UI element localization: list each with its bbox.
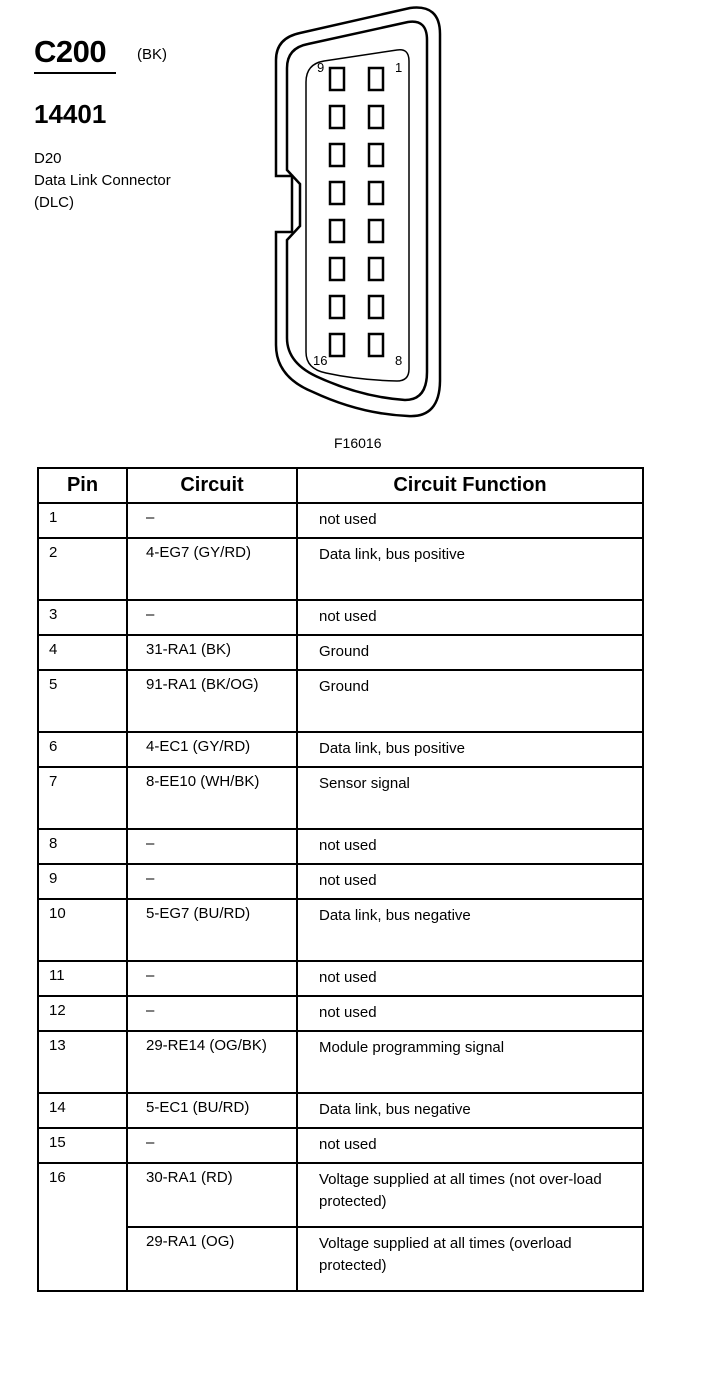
description-line-2: Data Link Connector [34, 172, 171, 189]
function-cell: not used [297, 961, 643, 996]
pin-cell: 16 [38, 1163, 127, 1291]
circuit-cell: – [127, 600, 297, 635]
pin-label-9: 9 [317, 60, 325, 75]
pin-sockets [330, 68, 383, 356]
circuit-cell: 4-EG7 (GY/RD) [127, 538, 297, 600]
function-cell: Voltage supplied at all times (overload protected) [297, 1227, 643, 1291]
function-cell: Voltage supplied at all times (not over-load protected) [297, 1163, 643, 1227]
pin-cell: 13 [38, 1031, 127, 1093]
figure-label: F16016 [334, 435, 382, 451]
circuit-cell: 8-EE10 (WH/BK) [127, 767, 297, 829]
description-line-1: D20 [34, 150, 62, 167]
function-cell: Data link, bus negative [297, 899, 643, 961]
circuit-cell: – [127, 829, 297, 864]
pin-socket [369, 144, 383, 166]
function-cell: not used [297, 600, 643, 635]
pin-label-8: 8 [395, 353, 403, 368]
pin-cell: 12 [38, 996, 127, 1031]
table-row [38, 767, 643, 829]
dlc-connector-diagram [268, 0, 448, 430]
pin-socket [330, 144, 344, 166]
function-cell: not used [297, 1128, 643, 1163]
table-row [38, 600, 643, 635]
function-cell: not used [297, 829, 643, 864]
circuit-cell: – [127, 503, 297, 538]
pin-cell: 15 [38, 1128, 127, 1163]
table-row [38, 1128, 643, 1163]
pin-cell: 1 [38, 503, 127, 538]
pin-cell: 2 [38, 538, 127, 600]
description-line-3: (DLC) [34, 194, 74, 211]
pin-label-16: 16 [313, 353, 328, 368]
circuit-cell: 91-RA1 (BK/OG) [127, 670, 297, 732]
circuit-cell: 4-EC1 (GY/RD) [127, 732, 297, 767]
table-row [38, 732, 643, 767]
pin-cell: 3 [38, 600, 127, 635]
pin-cell: 11 [38, 961, 127, 996]
connector-id: C200 [34, 34, 107, 69]
header-pin: Pin [38, 468, 127, 503]
table-row [38, 1163, 643, 1227]
table-row [38, 996, 643, 1031]
pinout-table [37, 467, 644, 1292]
circuit-cell: – [127, 864, 297, 899]
connector-color: (BK) [137, 46, 167, 63]
connector-id-underline [34, 72, 116, 74]
function-cell: Ground [297, 670, 643, 732]
pin-socket [369, 334, 383, 356]
header-circuit: Circuit [127, 468, 297, 503]
function-cell: Module programming signal [297, 1031, 643, 1093]
circuit-cell: 31-RA1 (BK) [127, 635, 297, 670]
circuit-cell: 30-RA1 (RD) [127, 1163, 297, 1227]
circuit-cell: – [127, 961, 297, 996]
pin-socket [330, 334, 344, 356]
table-row [38, 503, 643, 538]
table-row [38, 1093, 643, 1128]
function-cell: Data link, bus positive [297, 538, 643, 600]
function-cell: Data link, bus positive [297, 732, 643, 767]
pin-socket [330, 258, 344, 280]
table-row [38, 961, 643, 996]
header-circuit-function: Circuit Function [297, 468, 643, 503]
pin-socket [330, 182, 344, 204]
pin-cell: 14 [38, 1093, 127, 1128]
part-number: 14401 [34, 99, 107, 129]
table-row [38, 899, 643, 961]
circuit-cell: 29-RA1 (OG) [127, 1227, 297, 1291]
connector-pin-cavity [306, 50, 409, 381]
pin-cell: 10 [38, 899, 127, 961]
table-row [38, 864, 643, 899]
circuit-cell: 5-EG7 (BU/RD) [127, 899, 297, 961]
pin-socket [330, 106, 344, 128]
function-cell: not used [297, 503, 643, 538]
pin-socket [369, 220, 383, 242]
pin-socket [330, 296, 344, 318]
function-cell: not used [297, 864, 643, 899]
connector-description [34, 148, 171, 214]
table-row [38, 1031, 643, 1093]
function-cell: not used [297, 996, 643, 1031]
table-row [38, 538, 643, 600]
table-row [38, 635, 643, 670]
pin-cell: 8 [38, 829, 127, 864]
pin-cell: 4 [38, 635, 127, 670]
circuit-cell: – [127, 1128, 297, 1163]
pin-socket [369, 258, 383, 280]
circuit-cell: 29-RE14 (OG/BK) [127, 1031, 297, 1093]
pin-socket [369, 296, 383, 318]
connector-inner-shell [287, 22, 427, 400]
function-cell: Ground [297, 635, 643, 670]
circuit-cell: – [127, 996, 297, 1031]
pin-socket [369, 182, 383, 204]
pin-socket [330, 220, 344, 242]
pin-cell: 9 [38, 864, 127, 899]
pin-cell: 5 [38, 670, 127, 732]
pin-cell: 7 [38, 767, 127, 829]
function-cell: Sensor signal [297, 767, 643, 829]
circuit-cell: 5-EC1 (BU/RD) [127, 1093, 297, 1128]
pin-socket [330, 68, 344, 90]
table-header-row [38, 468, 643, 503]
table-row [38, 829, 643, 864]
pin-socket [369, 106, 383, 128]
table-row [38, 1227, 643, 1291]
pin-cell: 6 [38, 732, 127, 767]
table-row [38, 670, 643, 732]
pin-label-1: 1 [395, 60, 403, 75]
function-cell: Data link, bus negative [297, 1093, 643, 1128]
pin-socket [369, 68, 383, 90]
